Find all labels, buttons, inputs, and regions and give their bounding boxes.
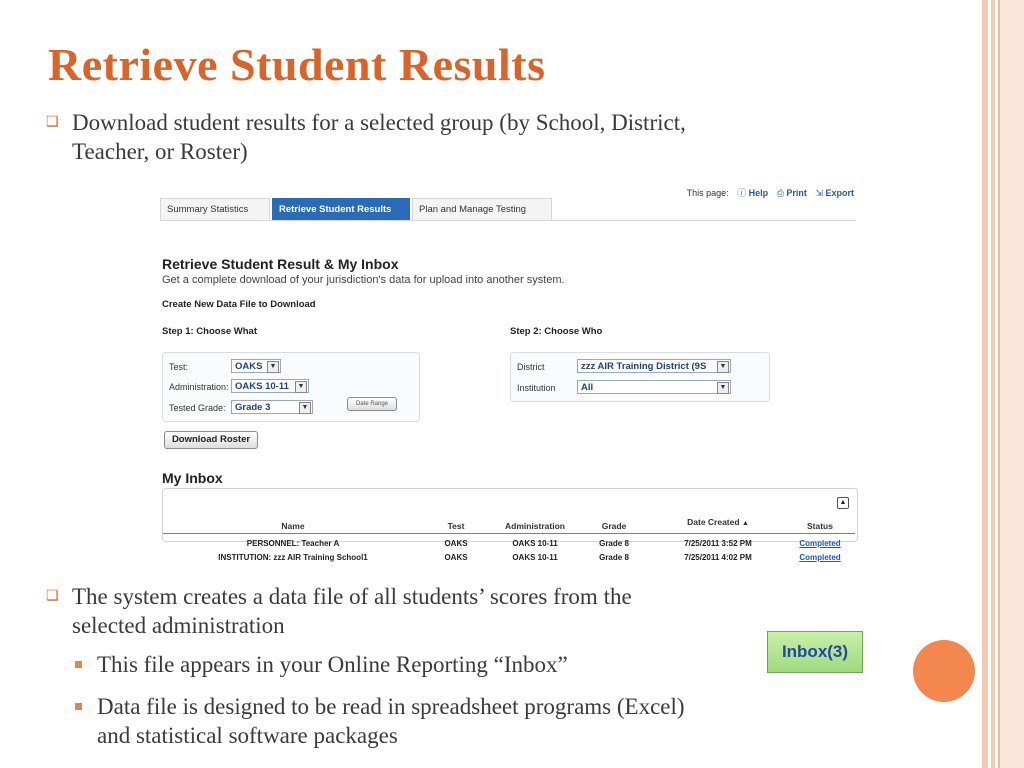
create-label: Create New Data File to Download	[162, 299, 316, 310]
test-select-value: OAKS	[235, 361, 263, 372]
bullet-text: Download student results for a selected group (by School, District,	[72, 110, 686, 135]
sub-bullet-text: and statistical software packages	[97, 723, 398, 748]
column-header-grade[interactable]: Grade	[601, 521, 627, 531]
sub-bullet-text: Data file is designed to be read in spreadsheet programs (Excel)	[97, 694, 685, 719]
help-label: Help	[748, 188, 769, 198]
step2-box	[510, 352, 770, 402]
column-header-administration[interactable]: Administration	[505, 521, 565, 531]
row1-grade: Grade 8	[599, 539, 629, 548]
row1-test: OAKS	[444, 539, 468, 548]
date-created-label: Date Created	[687, 517, 740, 527]
inbox-badge: Inbox(3)	[767, 631, 863, 673]
column-header-name[interactable]: Name	[281, 521, 305, 531]
sort-icon: ▲	[741, 520, 749, 527]
sub-bullet-datafile	[97, 692, 685, 750]
sub-bullet-inbox	[97, 650, 568, 679]
district-select[interactable]	[577, 359, 731, 373]
bullet-text: Teacher, or Roster)	[72, 139, 248, 164]
decor-stripe	[998, 0, 1024, 768]
chevron-down-icon: ▼	[267, 361, 279, 373]
row2-name: INSTITUTION: zzz AIR Training School1	[218, 553, 368, 562]
column-header-status[interactable]: Status	[807, 521, 833, 531]
step1-heading: Step 1: Choose What	[162, 326, 258, 337]
institution-select[interactable]	[577, 380, 731, 394]
test-select[interactable]	[231, 359, 281, 373]
row2-date: 7/25/2011 4:02 PM	[684, 553, 752, 562]
column-header-date-created[interactable]	[669, 517, 767, 527]
tested-grade-label: Tested Grade:	[169, 403, 226, 413]
sub-bullet-text: This file appears in your Online Reporting “Inbox”	[97, 652, 568, 677]
chevron-down-icon: ▼	[295, 381, 307, 393]
tested-grade-select[interactable]	[231, 400, 313, 414]
collapse-icon[interactable]: ▲	[837, 497, 849, 509]
institution-label: Institution	[517, 383, 556, 393]
decor-circle	[913, 640, 975, 702]
export-label: Export	[825, 188, 854, 198]
help-link[interactable]: ⓘ Help	[737, 188, 769, 198]
slide-title: Retrieve Student Results	[48, 39, 546, 90]
chevron-down-icon: ▼	[717, 382, 729, 394]
bullet-marker: ❑	[46, 589, 59, 604]
inbox-table	[162, 488, 858, 562]
district-select-value: zzz AIR Training District (9S	[581, 361, 707, 372]
decor-stripe	[991, 0, 995, 768]
sub-bullet-marker	[75, 661, 82, 668]
export-link[interactable]: ⇲ Export	[815, 188, 854, 198]
administration-select[interactable]	[231, 379, 309, 393]
row1-status-link[interactable]: Completed	[799, 539, 841, 548]
tab-bar	[160, 198, 856, 221]
tab-plan-and-manage-testing[interactable]: Plan and Manage Testing	[412, 198, 552, 220]
row1-date: 7/25/2011 3:52 PM	[684, 539, 752, 548]
step2-heading: Step 2: Choose Who	[510, 326, 603, 337]
decor-stripe	[982, 0, 988, 768]
sub-bullet-marker	[75, 703, 82, 710]
tested-grade-select-value: Grade 3	[235, 402, 271, 413]
administration-select-value: OAKS 10-11	[235, 381, 289, 392]
district-label: District	[517, 362, 545, 372]
chevron-down-icon: ▼	[299, 402, 311, 414]
bullet-system	[46, 582, 632, 640]
test-label: Test:	[169, 362, 189, 372]
row2-grade: Grade 8	[599, 553, 629, 562]
tab-summary-statistics[interactable]: Summary Statistics	[160, 198, 270, 220]
panel-heading: Retrieve Student Result & My Inbox	[162, 256, 399, 272]
row1-name: PERSONNEL: Teacher A	[246, 539, 340, 548]
screenshot-panel	[160, 180, 860, 565]
download-roster-button[interactable]: Download Roster	[164, 431, 258, 449]
step1-box	[162, 352, 420, 422]
row1-administration: OAKS 10-11	[512, 539, 558, 548]
bullet-text: The system creates a data file of all students’ scores from the	[72, 584, 632, 609]
bullet-text: selected administration	[72, 613, 285, 638]
institution-select-value: All	[581, 382, 594, 393]
this-page-label: This page:	[686, 188, 729, 198]
administration-label: Administration:	[169, 382, 229, 392]
my-inbox-heading: My Inbox	[162, 470, 223, 486]
tab-retrieve-student-results[interactable]: Retrieve Student Results	[272, 198, 410, 220]
print-label: Print	[786, 188, 807, 198]
row2-administration: OAKS 10-11	[512, 553, 558, 562]
date-range-button[interactable]: Date Range	[347, 397, 397, 411]
panel-subheading: Get a complete download of your jurisdiction's data for upload into another system.	[162, 274, 565, 286]
row2-status-link[interactable]: Completed	[799, 553, 841, 562]
print-link[interactable]: ⎙ Print	[776, 188, 807, 198]
bullet-download	[46, 108, 686, 166]
row2-test: OAKS	[444, 553, 468, 562]
chevron-down-icon: ▼	[717, 361, 729, 373]
column-header-test[interactable]: Test	[447, 521, 465, 531]
header-divider	[163, 533, 855, 534]
bullet-marker: ❑	[46, 115, 59, 130]
